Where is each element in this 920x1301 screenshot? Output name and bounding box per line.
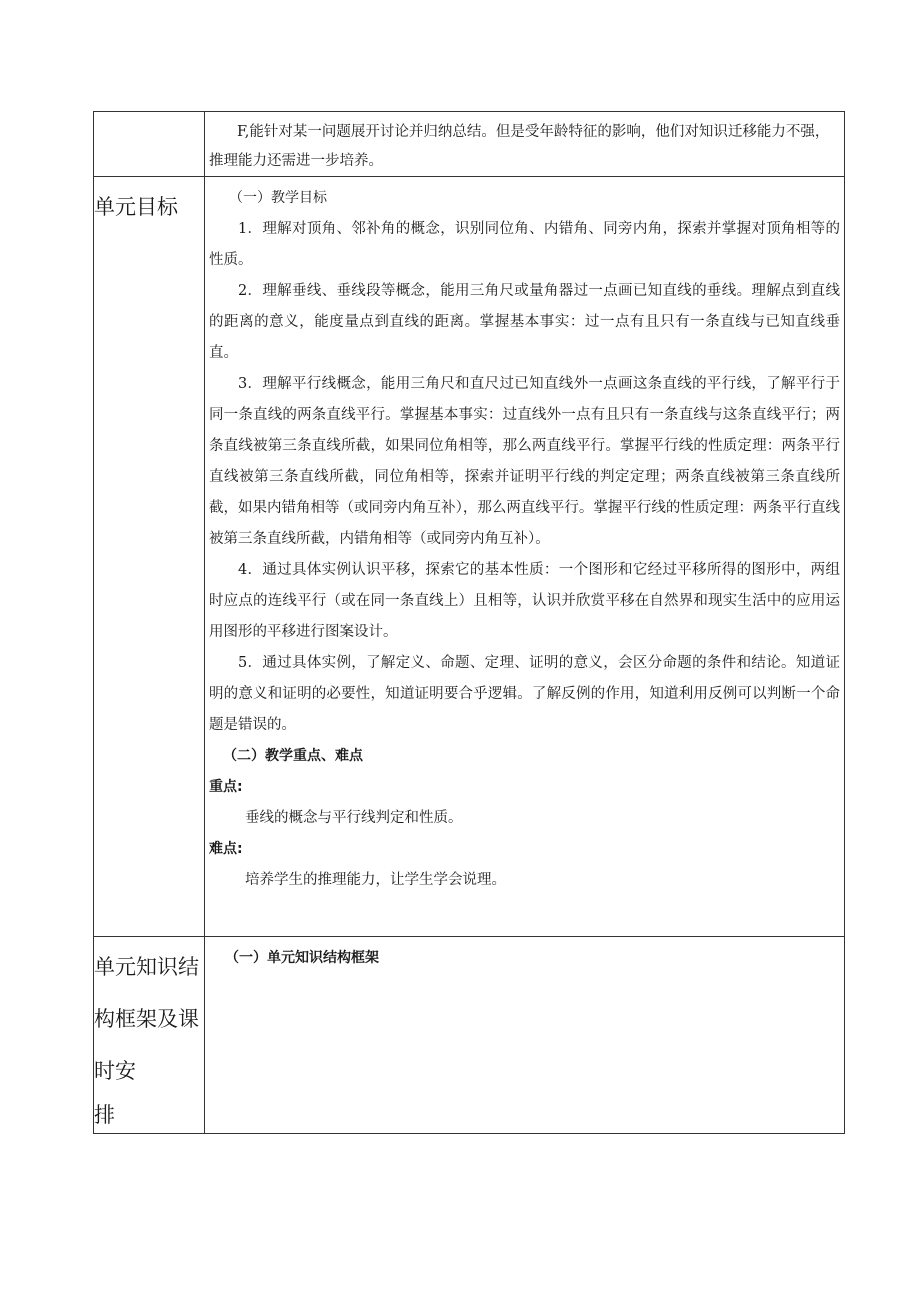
framework-label-line-2: 构框架及课 [94,1007,199,1031]
unit-goals-label-cell [94,177,205,937]
table-row-student-analysis [94,112,845,177]
table-row-framework [94,937,845,1134]
key-points-label: 重点: [209,779,243,795]
key-difficulty-heading: （二）教学重点、难点 [223,748,363,764]
table-row-unit-goals [94,177,845,937]
unit-goals-label: 单元目标 [94,195,178,219]
goal-item-5: 5．通过具体实例，了解定义、命题、定理、证明的意义，会区分命题的条件和结论。知道证明的意义和证明的必要性，知道证明要合乎逻辑。了解反例的作用，知道利用反例可以判断一个命题是错误的。 [209,655,840,733]
empty-label-cell [94,112,205,177]
framework-heading: （一）单元知识结构框架 [225,950,379,966]
framework-content-cell [205,937,845,1134]
framework-label [94,937,204,1133]
difficulty-label: 难点: [209,841,243,857]
goal-item-1: 1．理解对顶角、邻补角的概念，识别同位角、内错角、同旁内角，探索并掌握对顶角相等的性质。 [209,221,840,268]
goal-item-3: 3．理解平行线概念，能用三角尺和直尺过已知直线外一点画这条直线的平行线，了解平行于同一条直线的两条直线平行。掌握基本事实：过直线外一点有且只有一条直线与这条直线平行；两条直线被第三条直线所截，如果同位角相等，那么两直线平行。掌握平行线的性质定理：两条平行直线被第三条直线所截，同位角相等，探索并证明平行线的判定定理；两条直线被第三条直线所截，如果内错角相等（或同旁内角互补），那么两直线平行。掌握平行线的性质定理：两条平行直线被第三条直线所截，内错角相等（或同旁内角互补）。 [209,376,840,547]
teaching-goals-heading: （一）教学目标 [229,190,327,206]
framework-label-line-1: 单元知识结 [94,955,199,979]
difficulty-text: 培养学生的推理能力，让学生学会说理。 [245,872,506,888]
key-points-text: 垂线的概念与平行线判定和性质。 [245,810,463,826]
framework-label-cell [94,937,205,1134]
student-analysis-cell [205,112,845,177]
analysis-line-1: F,能针对某一问题展开讨论并归纳总结。但是受年龄特征的影响，他们对知识迁移能力不强， [237,124,830,140]
unit-goals-content-cell [205,177,845,937]
analysis-line-2: 推理能力还需进一步培养。 [209,153,383,169]
goal-item-4: 4．通过具体实例认识平移，探索它的基本性质：一个图形和它经过平移所得的图形中，两组时应点的连线平行（或在同一条直线上）且相等，认识并欣赏平移在自然界和现实生活中的应用运用图形的平移进行图案设计。 [209,562,840,640]
goal-item-2: 2．理解垂线、垂线段等概念，能用三角尺或量角器过一点画已知直线的垂线。理解点到直线的距离的意义，能度量点到直线的距离。掌握基本事实：过一点有且只有一条直线与已知直线垂直。 [209,283,840,361]
framework-label-line-4: 排 [94,1103,115,1127]
lesson-plan-table [93,111,845,1134]
framework-label-line-3: 时安 [94,1059,136,1083]
